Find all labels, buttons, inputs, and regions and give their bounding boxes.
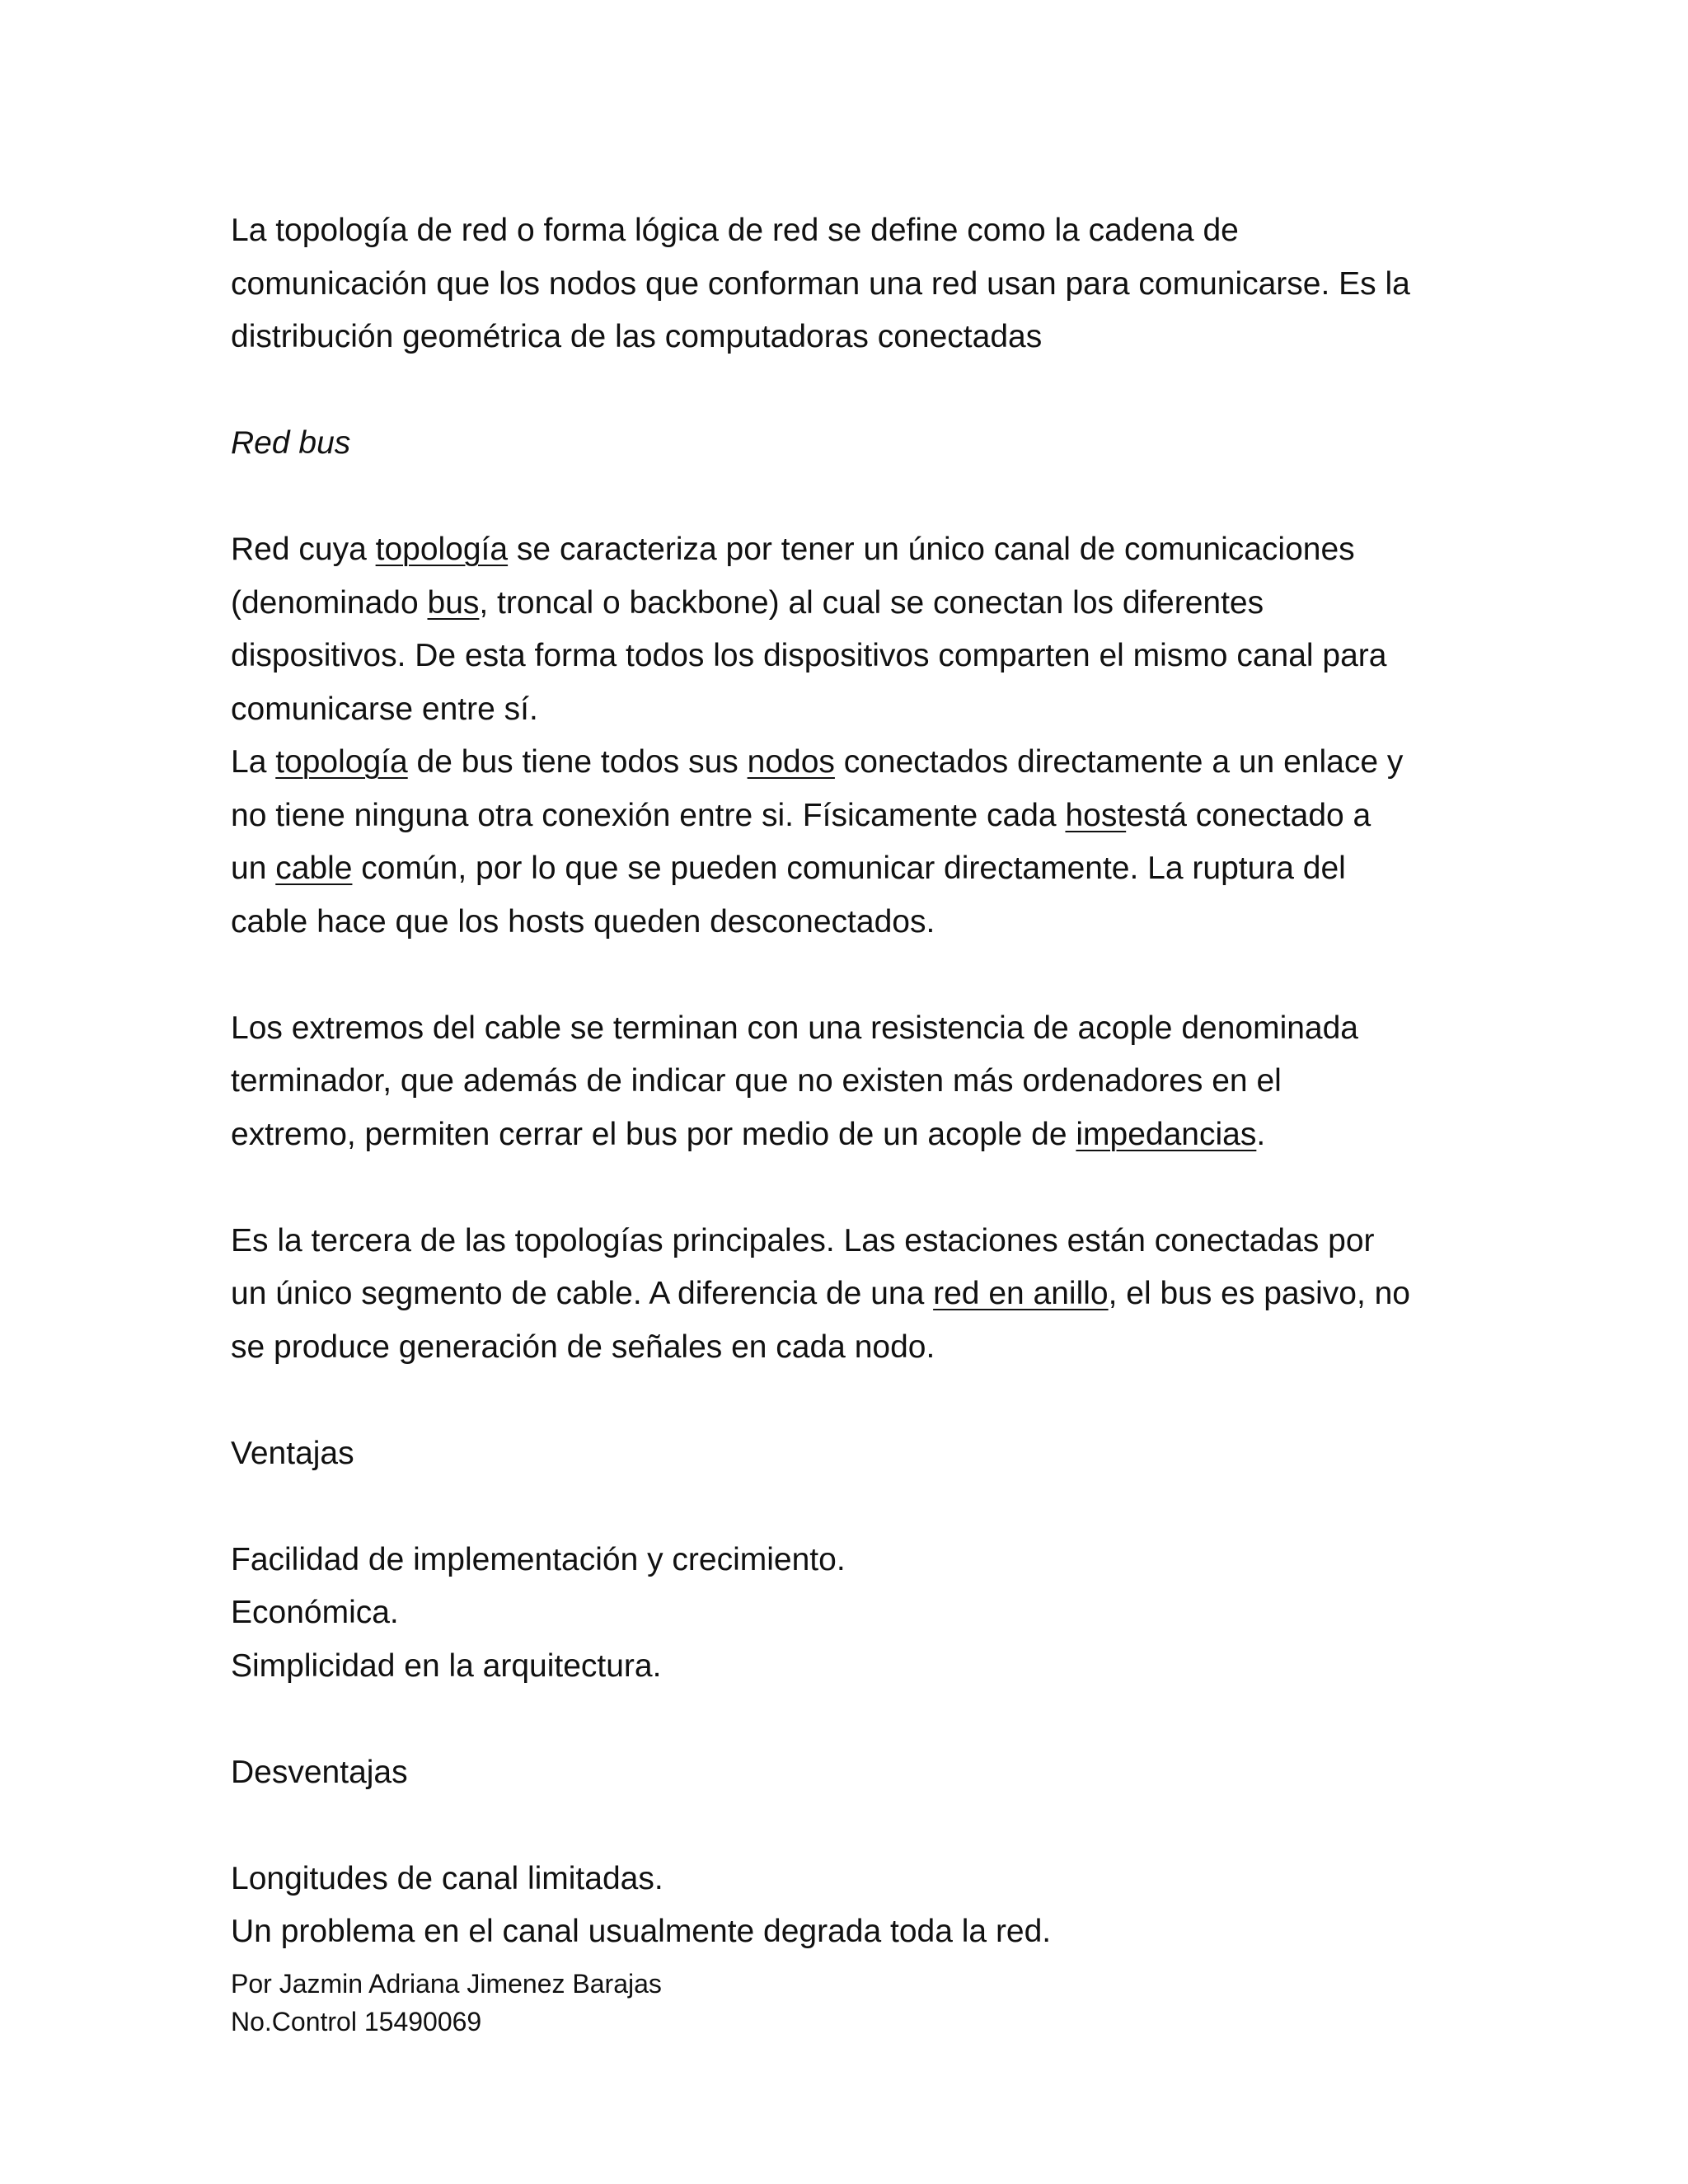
text-span: (denominado [231, 584, 428, 621]
paragraph-line: Es la tercera de las topologías principales. Las estaciones están conectadas por [231, 1222, 1375, 1258]
list-item: Económica. [231, 1595, 399, 1630]
text-span: , el bus es pasivo, no [1108, 1276, 1410, 1311]
link-topologia-2[interactable]: topología [275, 744, 408, 780]
paragraph-line [231, 790, 1451, 843]
paragraph-line: dispositivos. De esta forma todos los dispositivos comparten el mismo canal para [231, 638, 1387, 673]
paragraph-line: Los extremos del cable se terminan con una resistencia de acople denominada [231, 1010, 1358, 1046]
text-span: Red cuya [231, 532, 376, 567]
link-bus[interactable]: bus [427, 584, 480, 621]
desventajas-heading: Desventajas [231, 1754, 408, 1790]
intro-paragraph [231, 204, 1451, 364]
text-span: . [1256, 1116, 1266, 1152]
list-item: Un problema en el canal usualmente degrada toda la red. [231, 1914, 1052, 1949]
text-span: se caracteriza por tener un único canal de comunicaciones [508, 532, 1355, 567]
paragraph-line [231, 1268, 1451, 1321]
third-topology-paragraph [231, 1215, 1451, 1375]
ventajas-list [231, 1534, 1451, 1694]
text-span: un único segmento de cable. A diferencia de una [231, 1276, 934, 1311]
text-span: , troncal o backbone) al cual se conectan los diferentes [479, 584, 1264, 621]
paragraph-line [231, 736, 1451, 790]
desventajas-list [231, 1853, 1451, 1959]
paragraph-line: terminador, que además de indicar que no existen más ordenadores en el [231, 1063, 1282, 1099]
text-span: un [231, 851, 276, 886]
ventajas-heading: Ventajas [231, 1435, 354, 1471]
text-span: La [231, 744, 276, 780]
paragraph-line: cable hace que los hosts queden desconectados. [231, 903, 935, 940]
text-span: extremo, permiten cerrar el bus por medio de un acople de [231, 1116, 1076, 1152]
list-item: Longitudes de canal limitadas. [231, 1860, 663, 1896]
list-item: Facilidad de implementación y crecimiento. [231, 1541, 846, 1577]
section-title: Red bus [231, 425, 351, 461]
intro-line: comunicación que los nodos que conforman una red usan para comunicarse. Es la [231, 265, 1410, 302]
text-span: está conectado a [1126, 797, 1372, 833]
bus-definition-paragraph [231, 523, 1451, 949]
paragraph-line [231, 577, 1451, 630]
paragraph-line: comunicarse entre sí. [231, 691, 538, 727]
footer-control-number: No.Control 15490069 [231, 2007, 482, 2036]
paragraph-line [231, 842, 1451, 896]
text-span: no tiene ninguna otra conexión entre si. Físicamente cada [231, 797, 1066, 833]
terminator-paragraph [231, 1002, 1451, 1162]
link-red-en-anillo[interactable]: red en anillo [933, 1276, 1109, 1311]
paragraph-line: se produce generación de señales en cada nodo. [231, 1329, 935, 1365]
text-span: de bus tiene todos sus [407, 744, 748, 780]
footer-author: Por Jazmin Adriana Jimenez Barajas [231, 1969, 662, 1999]
list-item: Simplicidad en la arquitectura. [231, 1647, 662, 1684]
link-nodos[interactable]: nodos [747, 744, 835, 780]
intro-line: distribución geométrica de las computadoras conectadas [231, 319, 1043, 354]
document-body [231, 204, 1451, 1959]
text-span: común, por lo que se pueden comunicar directamente. La ruptura del [352, 851, 1346, 886]
intro-line: La topología de red o forma lógica de red se define como la cadena de [231, 213, 1239, 248]
link-host[interactable]: host [1065, 797, 1127, 833]
paragraph-line [231, 523, 1451, 577]
page-footer [231, 1965, 1220, 2041]
text-span: conectados directamente a un enlace y [834, 744, 1404, 780]
link-impedancias[interactable]: impedancias [1076, 1116, 1257, 1152]
link-topologia[interactable]: topología [375, 532, 509, 567]
link-cable[interactable]: cable [275, 851, 353, 886]
paragraph-line [231, 1108, 1451, 1162]
